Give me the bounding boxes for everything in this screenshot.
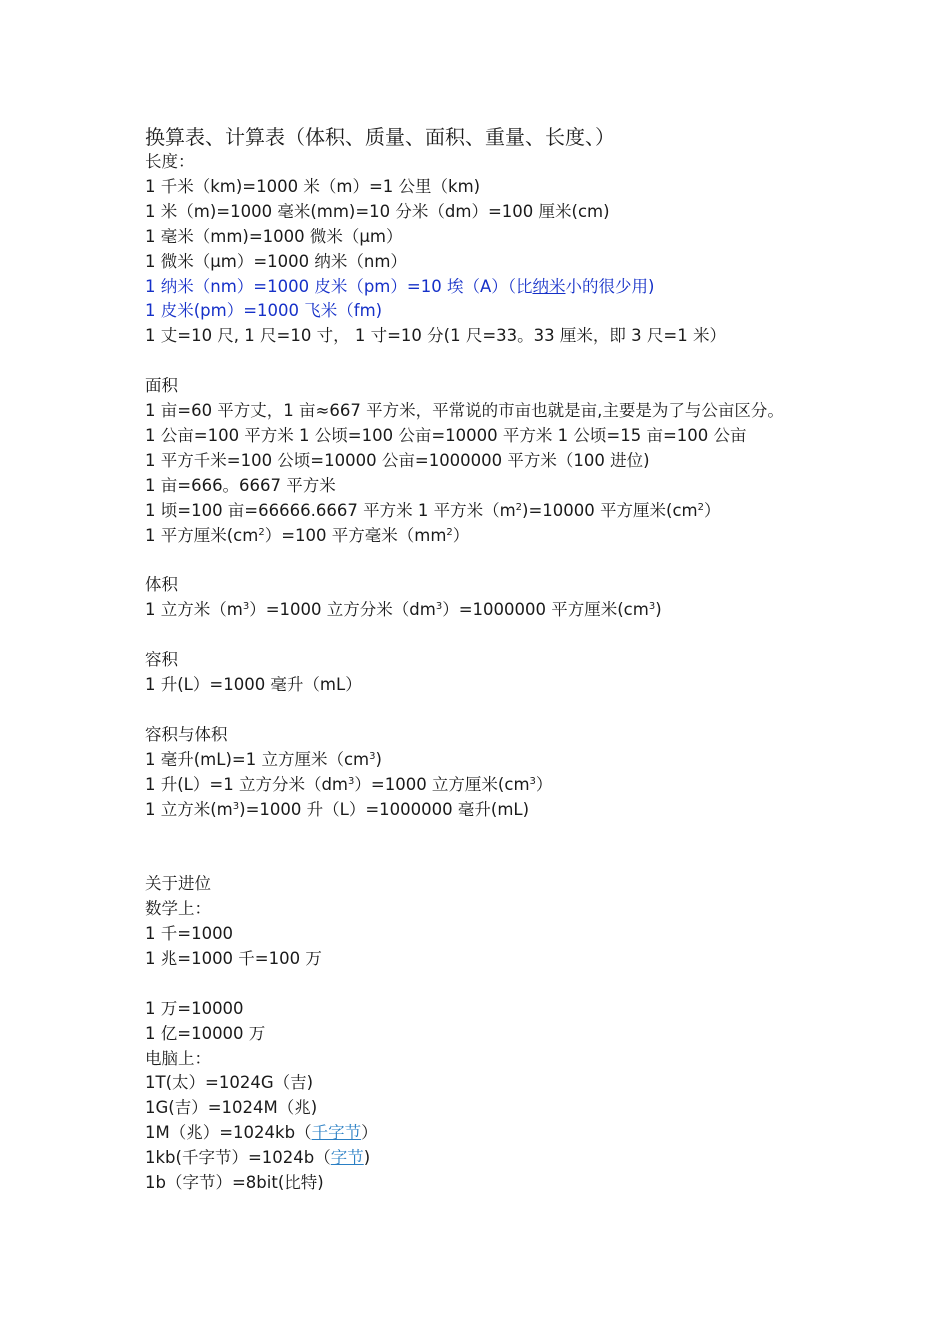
capvol-line-2-part-b: ）=1000 立方厘米(cm	[354, 774, 530, 794]
spacer	[145, 623, 845, 648]
superscript: 3	[369, 750, 376, 762]
carry-heading: 关于进位	[145, 874, 211, 894]
volume-heading: 体积	[145, 575, 178, 595]
superscript: 3	[435, 601, 443, 613]
length-line-5	[145, 275, 845, 300]
area-line-1: 1 亩=60 平方丈，1 亩≈667 平方米，平常说的市亩也就是亩,主要是为了与公亩区分。	[145, 401, 784, 421]
area-line-5	[145, 499, 845, 524]
length-line-2: 1 米（m)=1000 毫米(mm)=10 分米（dm）=100 厘米(cm)	[145, 201, 610, 221]
length-line-3: 1 毫米（mm)=1000 微米（μm）	[145, 226, 403, 246]
length-heading: 长度：	[145, 152, 195, 171]
capvol-line-3-part-b: )=1000 升（L）=1000000 毫升(mL)	[239, 799, 530, 819]
volume-line-1-part-a: 1 立方米（m	[145, 600, 243, 620]
computer-line-5: 1b（字节）=8bit(比特)	[145, 1173, 324, 1193]
superscript: 3	[529, 775, 536, 787]
superscript: 2	[258, 526, 265, 538]
volume-line-1-part-c: ）=1000000 平方厘米(cm	[442, 600, 649, 620]
spacer	[145, 349, 845, 374]
length-line-1: 1 千米（km)=1000 米（m）=1 公里（km)	[145, 176, 481, 196]
math-line-1: 1 千=1000	[145, 924, 234, 944]
computer-line-3	[145, 1121, 845, 1146]
volume-line-1-part-d: )	[655, 600, 662, 620]
area-line-6	[145, 524, 845, 549]
length-line-4: 1 微米（μm）=1000 纳米（nm）	[145, 251, 407, 271]
area-heading: 面积	[145, 376, 178, 396]
superscript: 2	[515, 501, 523, 513]
length-line-7: 1 丈=10 尺, 1 尺=10 寸， 1 寸=10 分(1 尺=33。33 厘米，即 3 尺=1 米）	[145, 326, 726, 346]
capvol-line-2	[145, 773, 845, 798]
computer-line-3-part-a: 1M（兆）=1024kb（	[145, 1123, 312, 1143]
math-line-2: 1 兆=1000 千=100 万	[145, 948, 322, 968]
area-line-4: 1 亩=666。6667 平方米	[145, 475, 336, 495]
computer-line-4-part-b: )	[363, 1148, 371, 1168]
area-line-5-part-c: ）	[704, 500, 721, 520]
spacer	[145, 822, 845, 872]
computer-line-4	[145, 1146, 845, 1171]
computer-line-2: 1G(吉）=1024M（兆)	[145, 1098, 318, 1118]
capvol-line-1	[145, 748, 845, 773]
length-line-5-pre: 1 纳米（nm）=1000 皮米（pm）=10 埃（A）（比	[145, 276, 533, 296]
kilobyte-link[interactable]: 千字节	[311, 1123, 362, 1143]
capvol-line-2-part-c: ）	[535, 774, 553, 794]
capvol-line-3-part-a: 1 立方米(m	[145, 799, 233, 819]
capvol-line-1-part-a: 1 毫升(mL)=1 立方厘米（cm	[145, 749, 370, 769]
length-line-5-post: 小的很少用)	[565, 276, 655, 296]
area-line-6-part-a: 1 平方厘米(cm	[145, 525, 259, 545]
area-line-6-part-c: ）	[452, 525, 470, 545]
area-line-5-part-b: )=10000 平方厘米(cm	[522, 500, 698, 520]
superscript: 3	[242, 601, 250, 613]
computer-heading: 电脑上：	[145, 1048, 211, 1068]
document-body	[145, 124, 845, 1196]
area-line-3: 1 平方千米=100 公顷=10000 公亩=1000000 平方米（100 进位)	[145, 450, 650, 470]
math-heading: 数学上：	[145, 899, 211, 919]
spacer	[145, 548, 845, 573]
capvol-line-3	[145, 798, 845, 823]
computer-line-3-part-b: ）	[361, 1123, 378, 1143]
page-title: 换算表、计算表（体积、质量、面积、重量、长度、）	[145, 125, 615, 149]
spacer	[145, 698, 845, 723]
volume-line-1-part-b: ）=1000 立方分米（dm	[249, 600, 436, 620]
area-line-5-part-a: 1 顷=100 亩=66666.6667 平方米 1 平方米（m	[145, 500, 516, 520]
computer-line-4-part-a: 1kb(千字节）=1024b（	[145, 1148, 331, 1168]
superscript: 2	[446, 526, 453, 538]
byte-link[interactable]: 字节	[330, 1148, 364, 1168]
spacer	[145, 972, 845, 997]
length-line-6: 1 皮米(pm）=1000 飞米（fm)	[145, 301, 383, 321]
area-line-2: 1 公亩=100 平方米 1 公顷=100 公亩=10000 平方米 1 公顷=15 亩=100 公亩	[145, 425, 747, 445]
math-line-3: 1 万=10000	[145, 998, 244, 1018]
capacity-heading: 容积	[145, 650, 178, 670]
superscript: 2	[697, 501, 705, 513]
volume-line-1	[145, 598, 845, 623]
capvol-line-1-part-b: )	[375, 749, 382, 769]
capacity-line-1: 1 升(L）=1000 毫升（mL）	[145, 674, 362, 694]
superscript: 3	[232, 800, 240, 812]
computer-line-1: 1T(太）=1024G（吉)	[145, 1073, 314, 1093]
area-line-6-part-b: ）=100 平方毫米（mm	[264, 525, 447, 545]
superscript: 3	[648, 601, 656, 613]
capvol-line-2-part-a: 1 升(L）=1 立方分米（dm	[145, 774, 348, 794]
superscript: 3	[348, 775, 355, 787]
math-line-4: 1 亿=10000 万	[145, 1023, 266, 1043]
nanometer-link[interactable]: 纳米	[532, 276, 566, 296]
capvol-heading: 容积与体积	[145, 724, 228, 744]
